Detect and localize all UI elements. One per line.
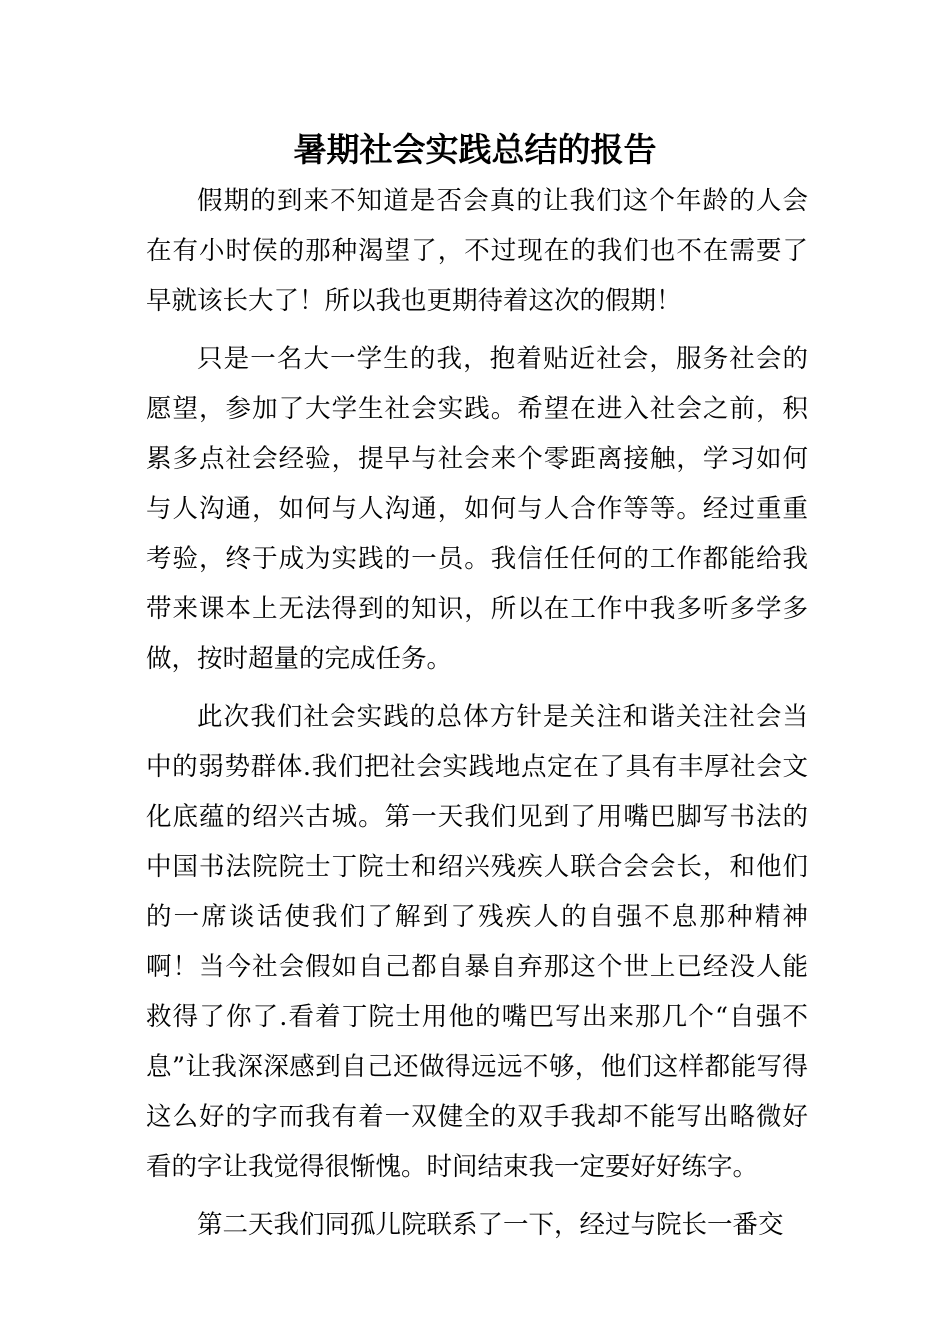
document-title: 暑期社会实践总结的报告 [293, 130, 657, 169]
paragraph: 只是一名大一学生的我，抱着贴近社会，服务社会的愿望，参加了大学生社会实践。希望在进入社会之前，积累多点社会经验，提早与社会来个零距离接触，学习如何与人沟通，如何与人沟通，如何与人合作等等。经过重重考验，终于成为实践的一员。我信任任何的工作都能给我带来课本上无法得到的知识，所以在工作中我多听多学多做，按时超量的完成任务。 [146, 344, 808, 674]
paragraph: 此次我们社会实践的总体方针是关注和谐关注社会当中的弱势群体.我们把社会实践地点定在了具有丰厚社会文化底蕴的绍兴古城。第一天我们见到了用嘴巴脚写书法的中国书法院院士丁院士和绍兴残疾人联合会会长，和他们的一席谈话使我们了解到了残疾人的自强不息那种精神啊！当今社会假如自己都自暴自弃那这个世上已经没人能救得了你了.看着丁院士用他的嘴巴写出来那几个“自强不息”让我深深感到自己还做得远远不够，他们这样都能写得这么好的字而我有着一双健全的双手我却不能写出略微好看的字让我觉得很惭愧。时间结束我一定要好好练字。 [146, 702, 808, 1182]
document-body [146, 176, 808, 1258]
paragraph: 假期的到来不知道是否会真的让我们这个年龄的人会在有小时侯的那种渴望了，不过现在的我们也不在需要了早就该长大了！所以我也更期待着这次的假期！ [146, 186, 808, 316]
paragraph: 第二天我们同孤儿院联系了一下，经过与院长一番交 [197, 1210, 784, 1240]
